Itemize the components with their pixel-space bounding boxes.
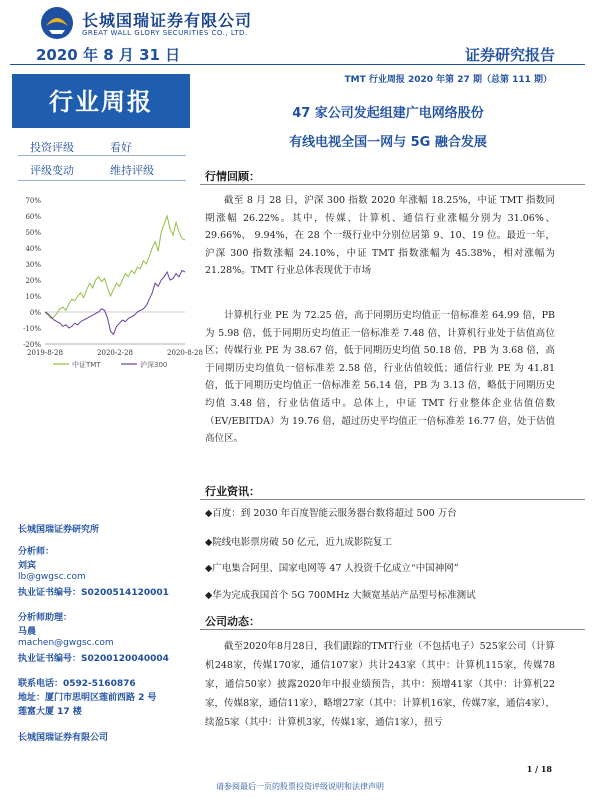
rating-value-2: 维持评级 [110,164,154,177]
news-item: ◆广电集合阿里、国家电网等 47 人投资千亿成立“中国神网” [205,563,459,574]
contact-address-1: 地址：厦门市思明区莲前西路 2 号 [18,693,157,703]
assistant-email-link[interactable]: machen@gwgsc.com [18,638,114,648]
market-review-heading: 行情回顾： [205,170,260,183]
company-news-heading: 公司动态： [205,615,260,628]
assistant-cert: 执业证书编号：S0200120040004 [18,654,169,664]
y-tick-label: 70% [25,197,41,205]
market-review-paragraph-1: 截至 8 月 28 日，沪深 300 指数 2020 年涨幅 18.25%，中证 TMT 指数同期涨幅 26.22%。其中，传媒、计算机、通信行业涨幅分别为 31.06%、29.66%、 9.94%，在 28 个一级行业中分别位居第 9、10、19 位。最近一年，沪深 300 指数涨幅 24.10%，中证 TMT 指数涨幅为 45.38%，相对涨幅为 21.28%。TMT 行业总体表现优于市场 [205,195,555,277]
disclaimer-footer: 请参阅最后一页的股票投资评级说明和法律声明 [216,782,384,791]
x-tick-label: 2019-8-28 [27,349,63,357]
assistant-name: 马晨 [18,627,37,637]
report-date: 2020 年 8 月 31 日 [36,46,181,64]
contact-address-2: 莲富大厦 17 楼 [18,707,82,717]
analyst-label: 分析师： [18,547,55,557]
rating-label-2: 评级变动 [30,164,74,177]
y-tick-label: -10% [23,325,41,333]
rating-value-1: 看好 [110,141,132,154]
series-line-2 [45,270,185,334]
legend-label: 中证TMT [72,361,101,369]
analyst-email-link[interactable]: lb@gwgsc.com [18,572,86,582]
news-item: ◆百度：到 2030 年百度智能云服务器台数将超过 500 万台 [205,508,457,519]
research-institute: 长城国瑞证券研究所 [18,525,100,535]
company-news-paragraph: 截至2020年8月28日，我们跟踪的TMT行业（不包括电子）525家公司（计算机248家，传媒170家，通信107家）共计243家（其中：计算机115家，传媒78家，通信50家）披露2020年中报业绩预告，其中：预增41家（其中：计算机22家，传媒8家，通信11家），略增27家（其中：计算机16家，传媒7家，通信4家），续盈5家（其中：计算机3家，传媒1家，通信1家），扭亏 [205,641,555,728]
y-tick-label: -20% [23,341,41,349]
analyst-cert: 执业证书编号：S0200514120001 [18,588,169,598]
y-tick-label: 30% [25,261,41,269]
y-tick-label: 20% [25,277,41,285]
assistant-label: 分析师助理： [18,613,73,623]
series-line-1 [45,216,185,318]
headline-2: 有线电视全国一网与 5G 融合发展 [289,135,487,150]
performance-chart [15,192,203,377]
contact-phone: 联系电话：0592-5160876 [18,679,136,689]
x-tick-label: 2020-2-28 [97,349,133,357]
y-tick-label: 10% [25,293,41,301]
section-divider [200,184,585,185]
company-logo-icon [40,6,74,40]
headline-1: 47 家公司发起组建广电网络股份 [292,106,484,121]
company-name-cn: 长城国瑞证券有限公司 [82,11,253,30]
issue-label: TMT 行业周报 2020 年第 27 期（总第 111 期） [344,75,552,85]
analyst-name: 刘宾 [18,561,37,571]
sidebar-company: 长城国瑞证券有限公司 [18,733,109,743]
news-item: ◆华为完成我国首个 5G 700MHz 大频宽基站产品型号标准测试 [205,590,476,601]
section-divider [200,499,585,500]
rating-divider-2 [18,180,186,181]
news-item: ◆院线电影票房破 50 亿元，近九成影院复工 [205,537,392,548]
x-tick-label: 2020-8-28 [167,349,203,357]
y-tick-label: 40% [25,245,41,253]
report-category-title: 行业周报 [49,88,153,116]
y-tick-label: 60% [25,213,41,221]
page-number: 1 / 18 [526,764,552,774]
y-tick-label: 0% [29,309,41,317]
section-divider [200,629,585,630]
market-review-paragraph-2: 计算机行业 PE 为 72.25 倍，高于同期历史均值正一倍标准差 64.99 倍，PB 为 5.98 倍，低于同期历史均值正一倍标准差 7.48 倍，计算机行业处于估值高位区；传媒行业 PE 为 38.67 倍，低于同期历史均值 50.18 倍，PB 为 3.68 倍，高于同期历史均值负一倍标准差 2.58 倍，行业估值较低；通信行业 PE 为 41.81 倍，低于同期历史均值正一倍标准差 56.14 倍，PB 为 3.13 倍，略低于同期历史均值 3.48 倍，行业估值适中。总体上，中证 TMT 行业整体企业估值倍数（EV/EBITDA）为 19.76 倍，超过历史平均值正一倍标准差 16.77 倍，处于估值高位区。 [205,310,555,445]
industry-news-heading: 行业资讯： [205,485,260,498]
rating-divider [18,155,186,156]
rating-label-1: 投资评级 [30,141,74,154]
report-type: 证券研究报告 [464,46,555,64]
header-divider [10,64,585,65]
y-tick-label: 50% [25,229,41,237]
legend-label: 沪深300 [140,361,168,369]
company-name-en: GREAT WALL GLORY SECURITIES CO., LTD. [82,29,248,37]
